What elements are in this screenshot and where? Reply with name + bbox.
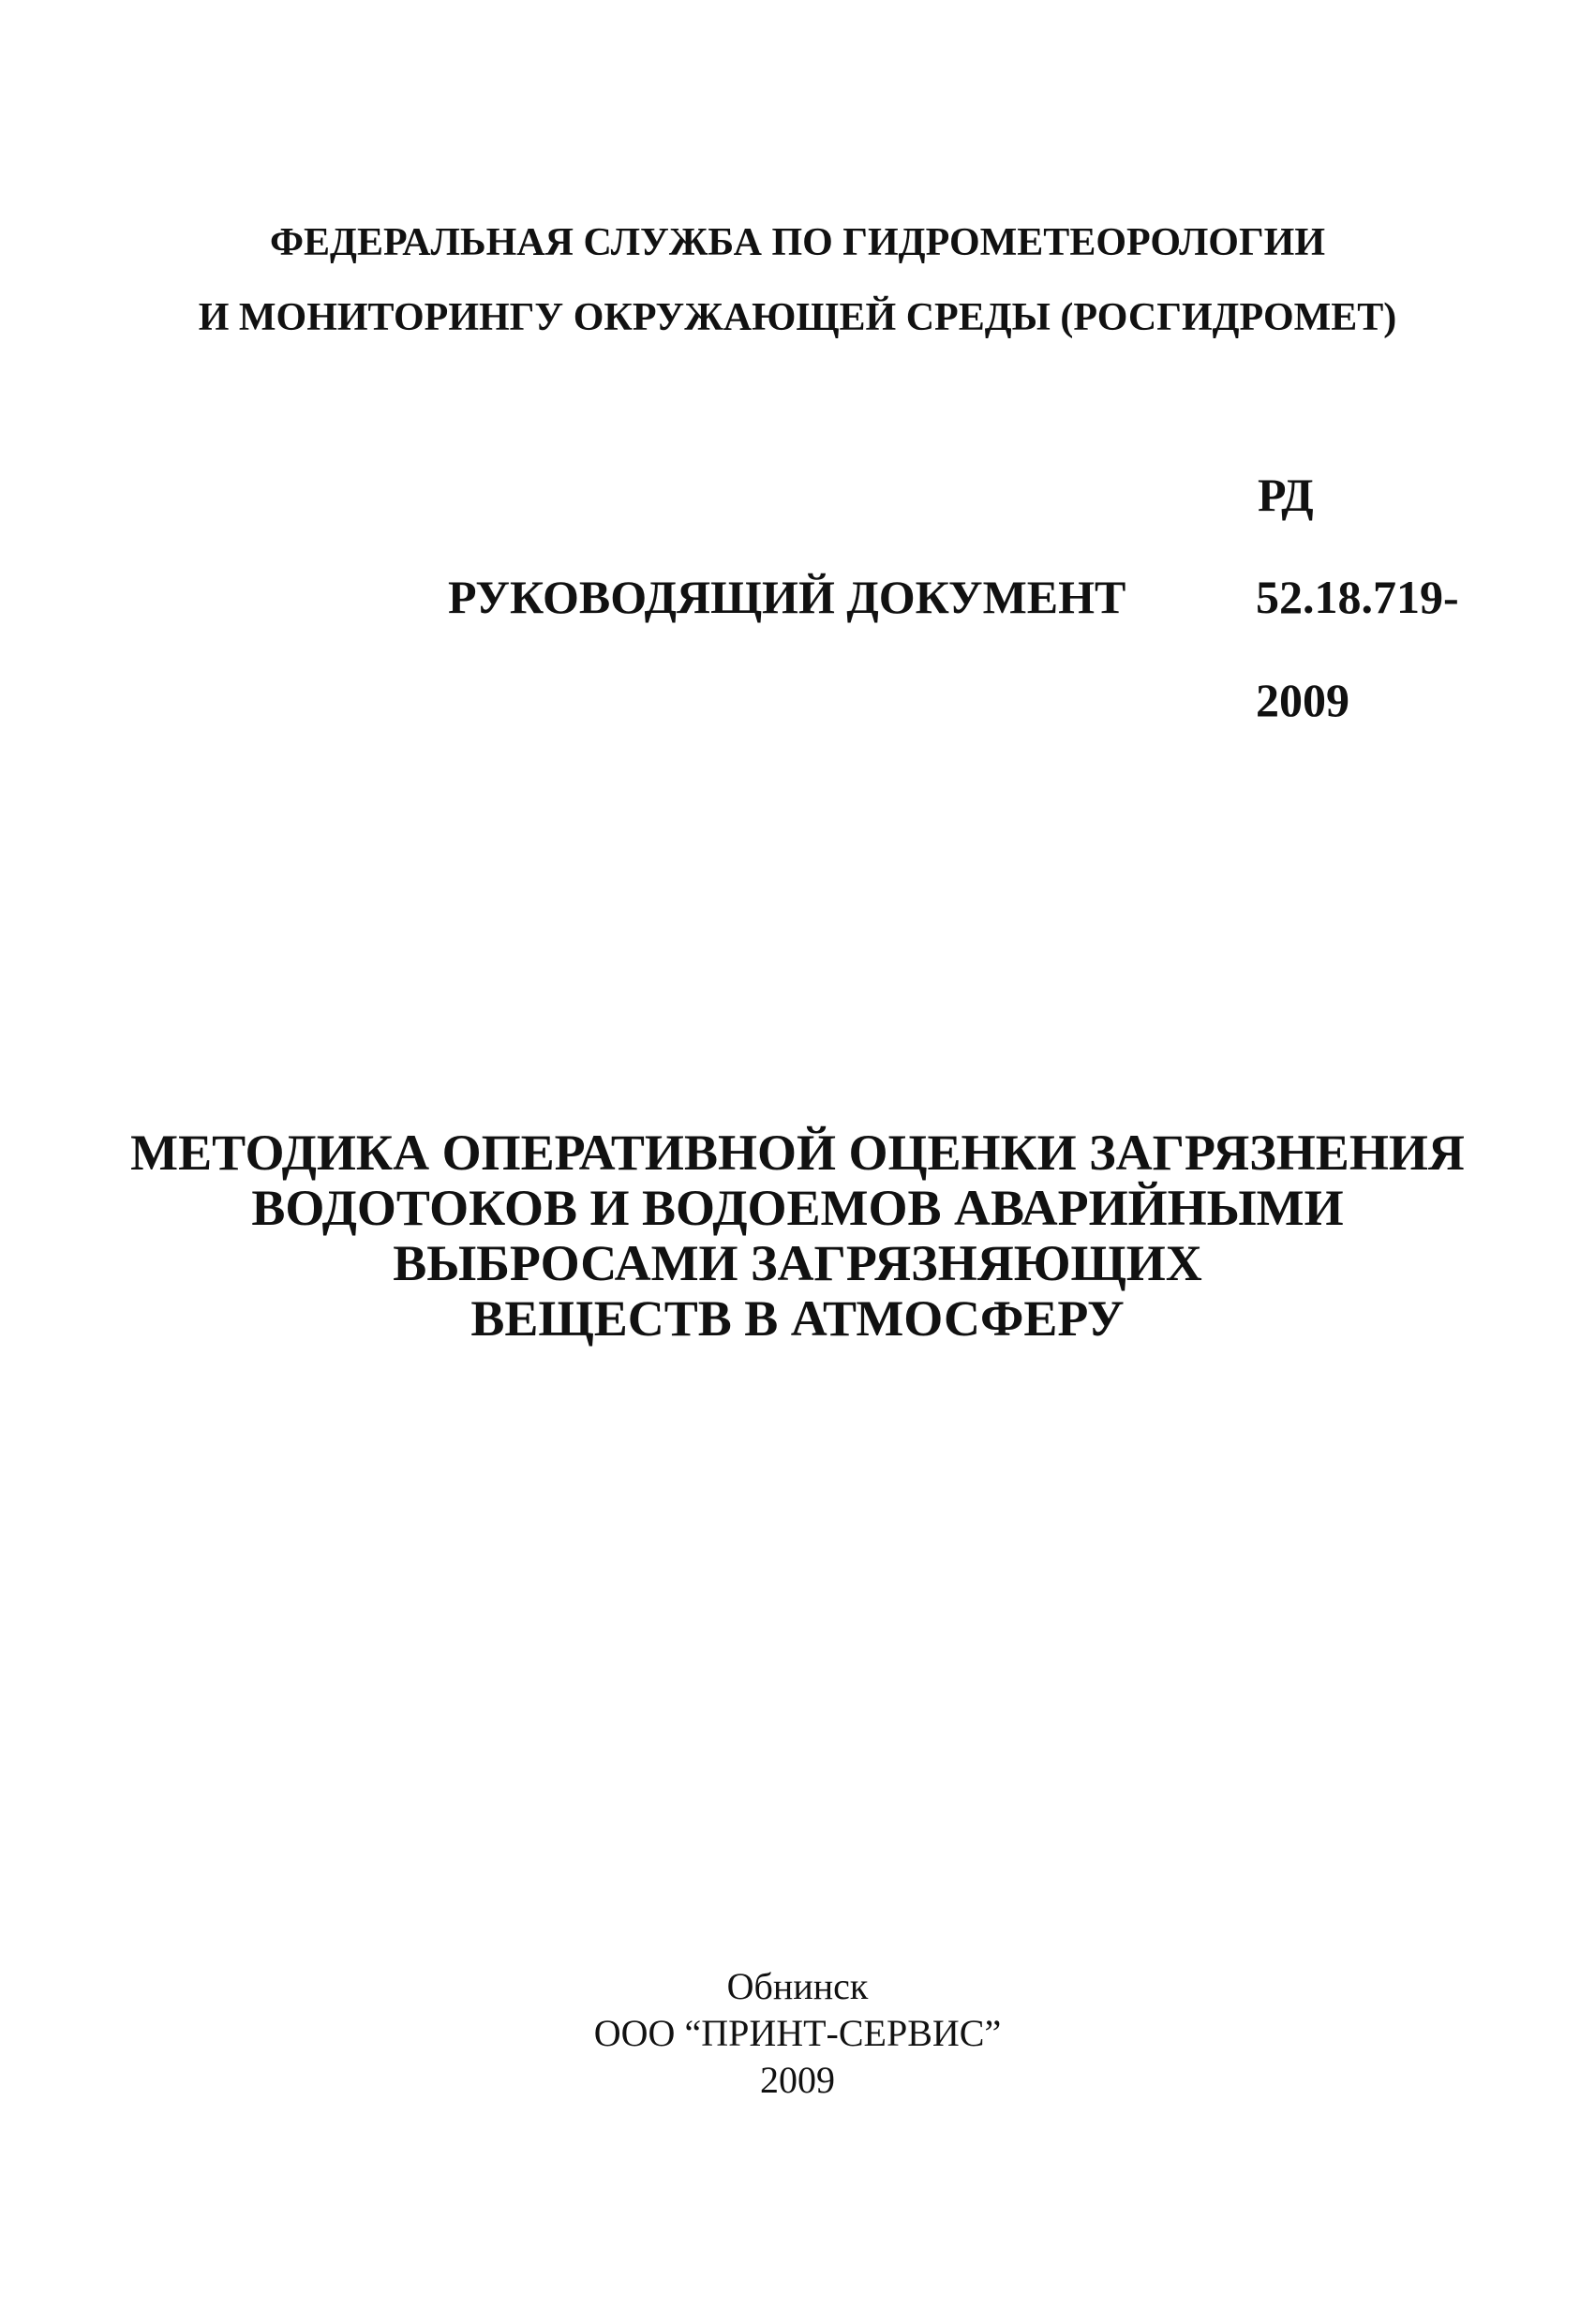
document-code-number: 52.18.719- [1256,571,1459,623]
imprint-publisher: ООО “ПРИНТ-СЕРВИС” [593,2012,1002,2054]
document-title-line-3: ВЫБРОСАМИ ЗАГРЯЗНЯЮЩИХ [393,1235,1202,1291]
document-title-line-2: ВОДОТОКОВ И ВОДОЕМОВ АВАРИЙНЫМИ [251,1180,1344,1236]
imprint-city: Обнинск [726,1965,869,2007]
agency-name-line-1: ФЕДЕРАЛЬНАЯ СЛУЖБА ПО ГИДРОМЕТЕОРОЛОГИИ [269,221,1326,264]
document-code-year: 2009 [1256,674,1349,726]
document-type: РУКОВОДЯЩИЙ ДОКУМЕНТ [448,571,1126,623]
document-title-line-4: ВЕЩЕСТВ В АТМОСФЕРУ [470,1290,1125,1347]
imprint-year: 2009 [760,2059,835,2101]
document-code-prefix: РД [1258,469,1314,521]
agency-name-line-2: И МОНИТОРИНГУ ОКРУЖАЮЩЕЙ СРЕДЫ (РОСГИДРОМЕТ) [198,296,1397,339]
document-title-line-1: МЕТОДИКА ОПЕРАТИВНОЙ ОЦЕНКИ ЗАГРЯЗНЕНИЯ [130,1125,1465,1181]
